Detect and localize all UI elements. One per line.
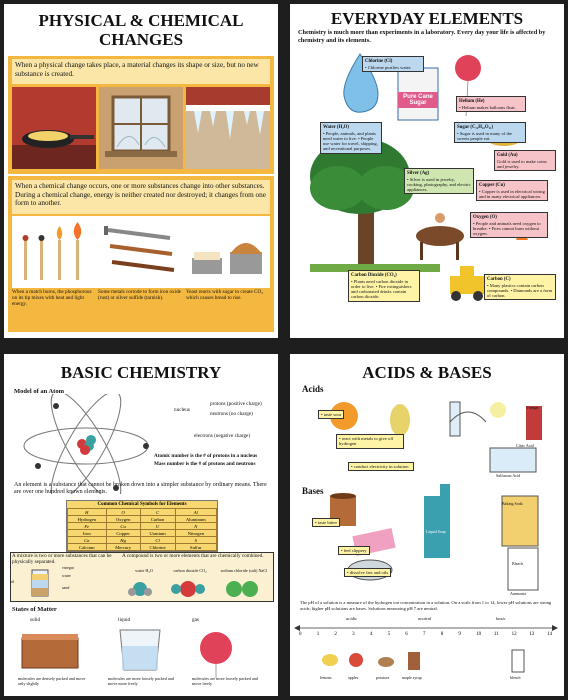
table-cell: Hydrogen: [68, 516, 107, 523]
table-cell: Chlorine: [140, 544, 175, 551]
table-cell: Aluminum: [175, 516, 216, 523]
ph-number: 9: [458, 632, 461, 637]
caption-metals: Some metals corrode to form iron oxide (rust) or silver sulfide (tarnish).: [98, 289, 181, 301]
compound-co2: carbon dioxide CO₂: [173, 568, 207, 573]
table-cell: Oxygen: [106, 516, 140, 523]
state-liquid-label: liquid: [118, 617, 131, 623]
compound-water: water H₂O: [135, 568, 153, 573]
neutrons-label: neutrons (no charge): [210, 411, 253, 417]
ph-number: 8: [440, 632, 444, 637]
ph-number: 12: [511, 632, 517, 637]
table-cell: Cl: [140, 537, 175, 544]
ph-explanation: The pH of a solution is a measure of the hydrogen ion concentration in a solution. On a scale from 1 to 14, lower pH solutions are strong acids; higher pH solutions are bases. Solutions measuring pH 7 are neutral.: [300, 600, 552, 611]
scale-word-neutral: neutral: [418, 616, 432, 621]
label-sulfurous-acid: Sulfurous Acid: [496, 473, 521, 478]
element-tag-gold: Gold (Au) Gold is used to make coins and jewelry.: [494, 150, 556, 171]
element-tag-carbon-dioxide: Carbon Dioxide (CO₂) • Plants need carbon dioxide in order to live. • Fire extinguishers and carbonated drinks contain carbon dioxide.: [348, 270, 420, 302]
poster-title: PHYSICAL & CHEMICAL: [38, 11, 244, 30]
poster-everyday-elements: [290, 4, 564, 338]
ph-item-bleach: bleach: [510, 675, 521, 680]
table-cell: S: [175, 537, 216, 544]
element-tag-sugar: Sugar (C₁₂H₂₂O₁₁) • Sugar is used in many of the sweets people eat.: [454, 122, 526, 143]
table-cell: Fe: [68, 523, 107, 530]
ph-number: 5: [387, 632, 391, 637]
ph-number: 4: [369, 632, 373, 637]
label-citric-acid: Citric Acid: [516, 443, 534, 448]
label-sand: sand: [62, 585, 70, 590]
poster-title: BASIC CHEMISTRY: [60, 363, 222, 382]
bases-heading: Bases: [302, 486, 324, 496]
ph-number: 1: [316, 632, 320, 637]
ph-number: 10: [476, 632, 482, 637]
atom-heading: Model of an Atom: [14, 388, 65, 395]
ph-item-apples: apples: [348, 675, 359, 680]
ph-scale-numbers: [290, 632, 564, 642]
physical-change-text: When a physical change takes place, a material changes its shape or size, but no new substance is created.: [12, 59, 270, 84]
acid-point-electricity: • conduct electricity in solution: [348, 462, 414, 471]
ph-item-potatoes: potatoes: [376, 675, 390, 680]
base-point-bitter: • taste bitter: [312, 518, 340, 527]
table-cell: Nitrogen: [175, 530, 216, 537]
table-cell: Hg: [106, 537, 140, 544]
states-illustration: [10, 626, 272, 678]
poster-title: ACIDS & BASES: [362, 363, 492, 382]
table-cell: O: [106, 509, 140, 516]
frosted-window-illustration: [99, 87, 183, 169]
matches-illustration: [14, 218, 96, 286]
table-row: [68, 544, 217, 551]
label-water: water: [62, 573, 71, 578]
element-tag-helium: Helium (He) • Helium makes balloons float.: [456, 96, 526, 112]
ph-number: 6: [405, 632, 408, 637]
table-cell: Cu: [106, 523, 140, 530]
poster-physical-chemical: [4, 4, 278, 338]
scale-word-basic: basic: [496, 616, 506, 621]
nucleus-label: nucleus: [174, 407, 190, 413]
table-cell: N: [175, 523, 216, 530]
caption-match: When a match burns, the phosphorous on its tip mixes with heat and light energy.: [12, 289, 92, 307]
table-cell: Calcium: [68, 544, 107, 551]
table-cell: Ca: [68, 537, 107, 544]
mass-number-text: Mass number is the # of protons and neutrons: [154, 461, 256, 467]
table-row: [68, 523, 217, 530]
label-vinegar: Vinegar: [526, 405, 539, 410]
poster-subtitle: CHANGES: [98, 30, 184, 49]
states-heading: States of Matter: [12, 606, 57, 613]
ph-number: 11: [493, 632, 499, 637]
ph-number: 13: [529, 632, 535, 637]
poster-title: EVERYDAY ELEMENTS: [330, 9, 524, 28]
table-cell: Copper: [106, 530, 140, 537]
table-heading: Common Chemical Symbols for Elements: [97, 502, 187, 507]
acid-point-metals: • react with metals to give off hydrogen: [336, 434, 404, 449]
table-row: [68, 516, 217, 523]
molecule-illustrations: [126, 578, 272, 600]
acids-heading: Acids: [302, 384, 324, 394]
mixture-jar-illustration: [18, 566, 64, 598]
bread-loaves-illustration: [186, 218, 268, 286]
poster-acids-bases: [290, 354, 564, 696]
ph-number: 14: [547, 632, 552, 637]
label-baking-soda: Baking Soda: [502, 501, 523, 506]
mixture-text: A mixture is two or more substances that can be physically separated.: [12, 553, 112, 565]
intro-text: Chemistry is much more than experiments in a laboratory. Every day your life is affected by chemistry and its elements.: [298, 29, 546, 44]
state-gas-label: gas: [192, 617, 199, 623]
label-liquid-soap: Liquid Soap: [426, 529, 446, 534]
state-gas-desc: molecules are more loosely packed and move freely: [192, 676, 258, 687]
ph-item-lemons: lemons: [320, 675, 332, 680]
table-cell: Sulfur: [175, 544, 216, 551]
element-tag-water: Water (H₂O) • People, animals, and plants need water to live. • People use water for travel, shipping, and recreational purposes.: [320, 122, 382, 154]
state-solid-label: solid: [30, 617, 41, 623]
caption-yeast: Yeast reacts with sugar to create CO₂ which causes bread to rise.: [186, 289, 264, 301]
chemical-change-text: When a chemical change occurs, one or more substances change into other substances. During a chemical change, energy is neither created nor destroyed; it changes from one form to another.: [12, 180, 270, 214]
compound-text: A compound is two or more elements that are chemically combined.: [122, 553, 264, 559]
poster-basic-chemistry: [4, 354, 278, 696]
frying-pan-illustration: [12, 87, 96, 169]
chemical-symbols-table: [66, 500, 218, 552]
acid-point-sour: • taste sour: [318, 410, 344, 419]
base-point-fats: • dissolve fats and oils: [344, 568, 391, 577]
state-solid-desc: molecules are densely packed and move only slightly: [18, 676, 86, 687]
table-cell: Mercury: [106, 544, 140, 551]
compound-salt: sodium chloride (salt) NaCl: [220, 568, 268, 573]
element-tag-chlorine: Chlorine (Cl) • Chlorine purifies water.: [362, 56, 424, 72]
icicles-roof-illustration: [186, 87, 270, 169]
state-liquid-desc: molecules are more loosely packed and move more freely: [108, 676, 174, 687]
ph-number: 0: [299, 632, 302, 637]
electrons-label: electrons (negative charge): [194, 433, 251, 439]
element-tag-silver: Silver (Ag) • Silver is used in jewelry, cooking, photography, and electric appliances.: [404, 168, 474, 194]
table-cell: U: [140, 523, 175, 530]
atomic-number-text: Atomic number is the # of protons in a nucleus: [154, 453, 258, 459]
element-tag-carbon: Carbon (C) • Many plastics contain carbon compounds. • Diamonds are a form of carbon.: [484, 274, 556, 300]
ph-number: 3: [352, 632, 355, 637]
table-cell: Uranium: [140, 530, 175, 537]
table-row: [68, 530, 217, 537]
label-bleach: Bleach: [512, 561, 524, 566]
table-cell: C: [140, 509, 175, 516]
protons-label: protons (positive charge): [210, 401, 262, 407]
rusty-nails-illustration: [100, 218, 182, 286]
sugar-bag-label: Pure Cane Sugar: [403, 94, 433, 106]
table-cell: Carbon: [140, 516, 175, 523]
label-ammonia: Ammonia: [510, 591, 526, 596]
table-row: [68, 537, 217, 544]
element-tag-oxygen: Oxygen (O) • People and animals need oxygen to breathe. • Fires cannot burn without oxygen.: [470, 212, 548, 238]
element-definition: An element is a substance that cannot be broken down into a simpler substance by ordinary means. There are over one hundred known elements.: [14, 482, 267, 496]
ph-number: 7: [423, 632, 426, 637]
atom-model-diagram: [16, 394, 166, 494]
table-row: [68, 509, 217, 516]
element-tag-copper: Copper (Cu) • Copper is used in electrical wiring and in many electrical appliances.: [476, 180, 548, 201]
label-oil: oil: [10, 579, 15, 584]
table-cell: H: [68, 509, 107, 516]
table-cell: Al: [175, 509, 216, 516]
label-vinegar: vinegar: [62, 565, 74, 570]
ph-item-maple-syrup: maple syrup: [402, 675, 422, 680]
ph-number: 2: [334, 632, 337, 637]
table-cell: Iron: [68, 530, 107, 537]
base-point-slippery: • feel slippery: [338, 546, 370, 555]
scale-word-acidic: acidic: [346, 616, 358, 621]
ph-items-illustration: [290, 646, 564, 676]
symbols-table-grid: [67, 508, 217, 551]
